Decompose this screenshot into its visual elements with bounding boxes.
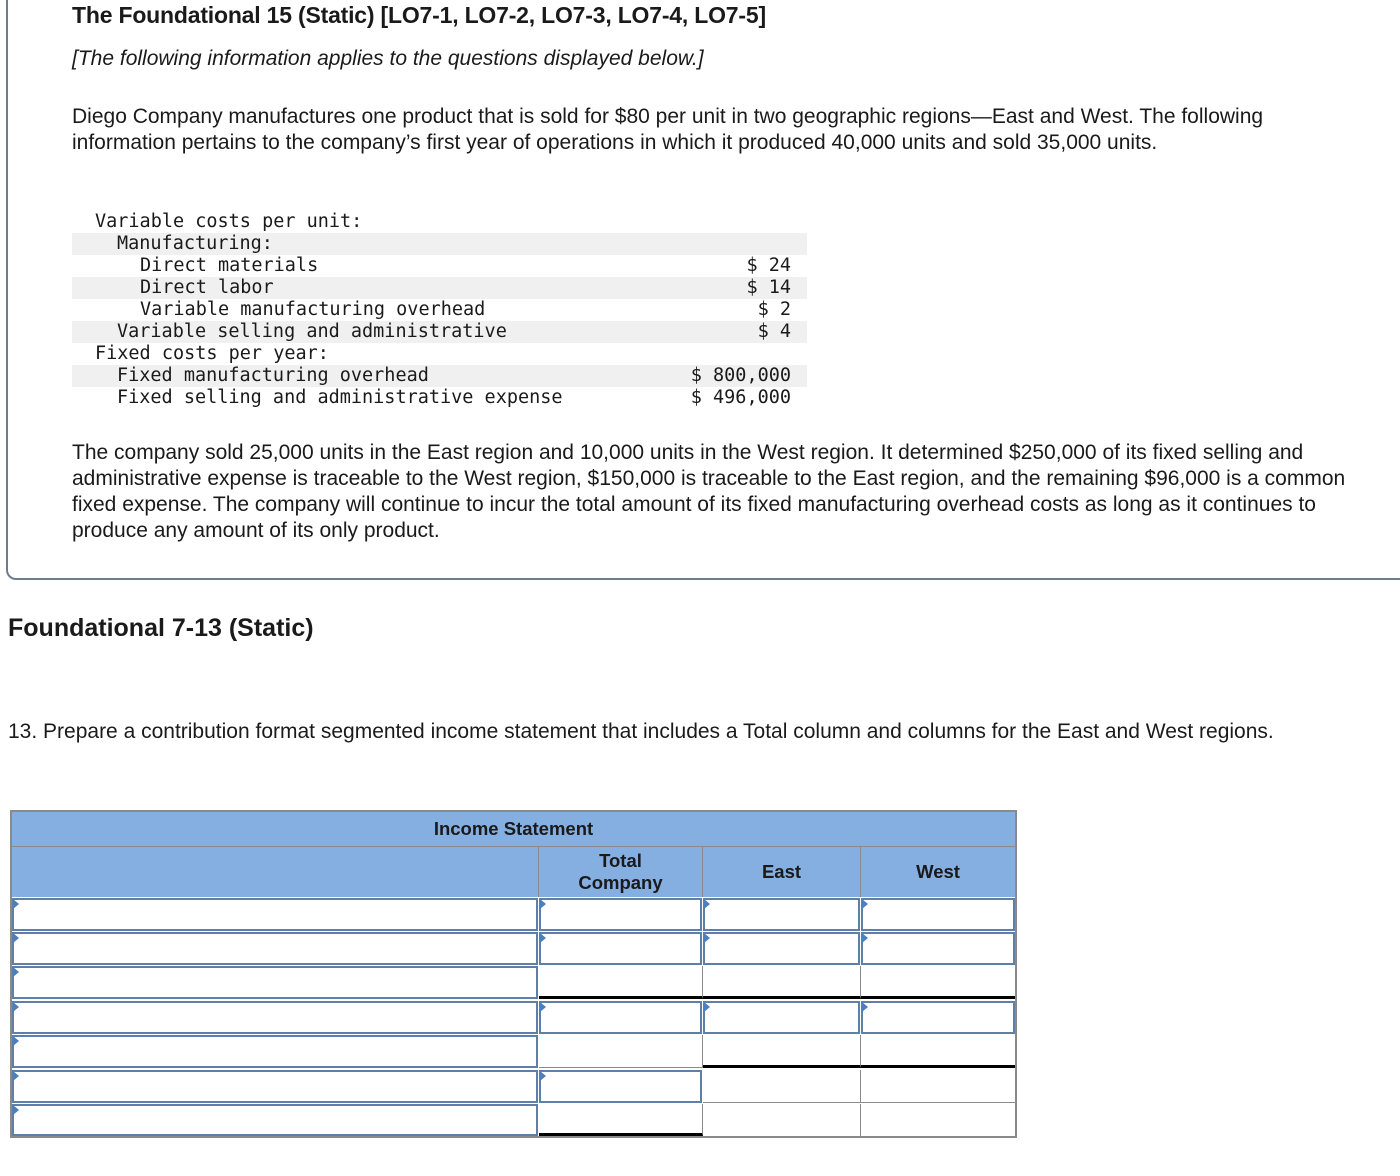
cost-label: Variable manufacturing overhead	[140, 299, 486, 320]
cost-row	[72, 299, 807, 321]
east-amount-input[interactable]	[703, 898, 860, 931]
total-company-header: Total Company	[539, 847, 703, 897]
east-amount-input[interactable]	[703, 966, 861, 999]
details-paragraph: The company sold 25,000 units in the East region and 10,000 units in the West region. It determined $250,000 of its fixed selling and administrative expense is traceable to the West region, $150,000 is traceable to the East region, and the remaining $96,000 is a common fixed expense. The company will continue to incur the total amount of its fixed manufacturing overhead costs as long as it continues to produce any amount of its only product.	[72, 441, 1346, 542]
cost-row	[72, 233, 807, 255]
line-item-select[interactable]	[12, 1035, 538, 1068]
cost-row	[72, 277, 807, 299]
page-title: The Foundational 15 (Static) [LO7-1, LO7-2, LO7-3, LO7-4, LO7-5]	[72, 2, 766, 28]
east-empty-cell	[703, 1104, 861, 1136]
total-amount-input[interactable]	[539, 1070, 702, 1103]
cost-label: Direct materials	[140, 255, 319, 276]
cost-value: $ 496,000	[690, 387, 791, 408]
intro-paragraph: Diego Company manufactures one product that is sold for $80 per unit in two geographic regions—East and West. The following information pertains to the company’s first year of operations in which it produced 40,000 units and sold 35,000 units.	[72, 105, 1264, 154]
cost-value: $ 4	[757, 321, 791, 342]
cost-label: Manufacturing:	[117, 233, 273, 254]
cost-row	[72, 211, 807, 233]
cost-row	[72, 387, 807, 409]
total-amount-input[interactable]	[539, 1035, 703, 1068]
line-item-select[interactable]	[12, 932, 538, 965]
west-amount-input[interactable]	[861, 966, 1015, 999]
cost-label: Direct labor	[140, 277, 274, 298]
cost-row	[72, 365, 807, 387]
west-amount-input[interactable]	[861, 898, 1015, 931]
total-amount-input[interactable]	[539, 966, 703, 999]
west-amount-input[interactable]	[861, 1001, 1015, 1034]
west-empty-cell	[861, 1104, 1015, 1136]
east-amount-input[interactable]	[703, 932, 860, 965]
east-empty-cell	[703, 1070, 861, 1103]
total-amount-input[interactable]	[539, 932, 702, 965]
line-item-select[interactable]	[12, 898, 538, 931]
west-amount-input[interactable]	[861, 1035, 1015, 1068]
cost-label: Fixed selling and administrative expense	[117, 387, 563, 408]
west-header: West	[861, 847, 1015, 897]
line-item-select[interactable]	[12, 1104, 538, 1136]
cost-table	[72, 211, 807, 409]
west-empty-cell	[861, 1070, 1015, 1103]
east-amount-input[interactable]	[703, 1035, 861, 1068]
label-column-header	[12, 847, 539, 897]
cost-value: $ 14	[746, 277, 791, 298]
cost-label: Fixed manufacturing overhead	[117, 365, 429, 386]
cost-row	[72, 343, 807, 365]
cost-label: Variable costs per unit:	[95, 211, 363, 232]
cost-value: $ 800,000	[690, 365, 791, 386]
east-header: East	[703, 847, 861, 897]
east-amount-input[interactable]	[703, 1001, 860, 1034]
income-statement-table	[10, 810, 1017, 1138]
total-amount-input[interactable]	[539, 898, 702, 931]
cost-row	[72, 321, 807, 343]
line-item-select[interactable]	[12, 1001, 538, 1034]
west-amount-input[interactable]	[861, 932, 1015, 965]
cost-label: Variable selling and administrative	[117, 321, 507, 342]
cost-label: Fixed costs per year:	[95, 343, 329, 364]
line-item-select[interactable]	[12, 966, 538, 999]
income-statement-title: Income Statement	[12, 812, 1015, 847]
cost-row	[72, 255, 807, 277]
section-title: Foundational 7-13 (Static)	[8, 614, 314, 642]
cost-value: $ 24	[746, 255, 791, 276]
total-amount-input[interactable]	[539, 1104, 703, 1136]
info-subtitle: [The following information applies to the questions displayed below.]	[72, 47, 704, 70]
line-item-select[interactable]	[12, 1070, 538, 1103]
cost-value: $ 2	[757, 299, 791, 320]
question-text: 13. Prepare a contribution format segmented income statement that includes a Total column and columns for the East and West regions.	[8, 720, 1274, 743]
total-amount-input[interactable]	[539, 1001, 702, 1034]
